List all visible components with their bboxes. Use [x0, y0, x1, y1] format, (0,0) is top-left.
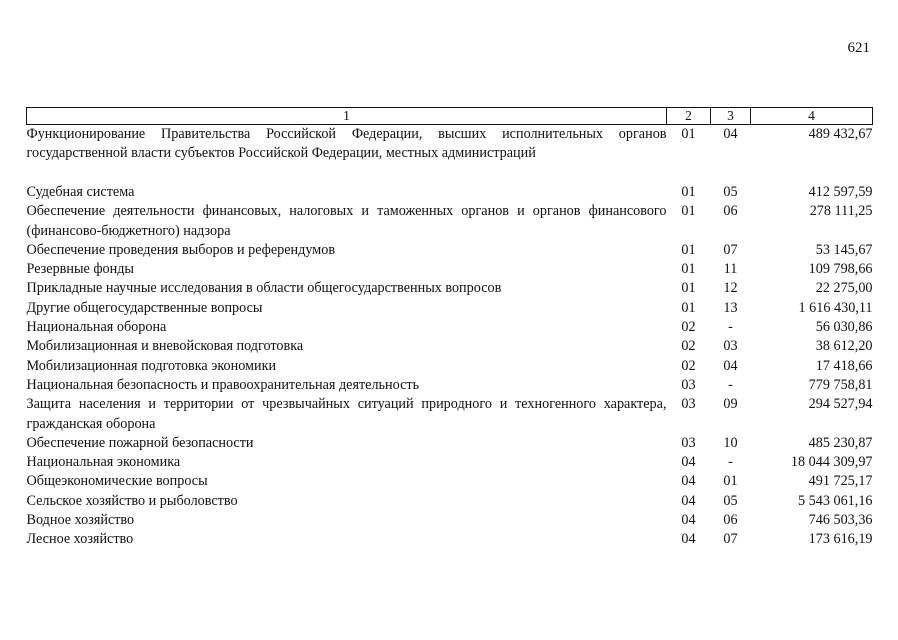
row-amount: 491 725,17	[808, 473, 873, 490]
row-name: Обеспечение деятельности финансовых, налоговых и таможенных органов и органов финансового (финансово-бюджетного) надзора	[26, 203, 667, 239]
row-section: 01	[681, 203, 696, 220]
row-amount: 17 418,66	[815, 357, 873, 374]
row-section: 04	[681, 454, 696, 471]
header-name: 1	[27, 108, 667, 125]
row-amount: 779 758,81	[808, 376, 873, 393]
row-amount: 485 230,87	[808, 434, 873, 451]
table-row	[27, 241, 873, 260]
table-row	[27, 202, 873, 241]
row-subsection: 05	[723, 184, 738, 200]
row-amount: 173 616,19	[808, 531, 873, 548]
row-name: Судебная система	[26, 184, 135, 200]
row-section: 01	[681, 241, 696, 258]
table-row	[27, 279, 873, 298]
table-row	[27, 395, 873, 434]
row-subsection: 04	[723, 357, 738, 374]
table-row	[27, 183, 873, 202]
row-name: Функционирование Правительства Российской Федерации, высших исполнительных органов государственной власти субъектов Российской Федерации, местных администраций	[26, 126, 667, 162]
row-section: 03	[681, 396, 696, 413]
row-subsection: 06	[723, 512, 738, 529]
row-amount: 489 432,67	[808, 126, 873, 142]
row-amount: 109 798,66	[808, 261, 873, 278]
table-row	[27, 434, 873, 453]
row-name: Обеспечение проведения выборов и референдумов	[26, 241, 336, 258]
budget-table	[26, 107, 873, 550]
table-row	[27, 530, 873, 549]
row-section: 04	[681, 531, 696, 548]
row-subsection: 07	[723, 531, 738, 548]
row-section: 01	[681, 126, 696, 142]
row-subsection: -	[728, 454, 733, 471]
row-amount: 294 527,94	[808, 396, 873, 413]
table-row	[27, 337, 873, 356]
header-subsection: 3	[711, 108, 751, 125]
row-subsection: 13	[723, 299, 738, 316]
row-name: Национальная экономика	[26, 454, 181, 471]
row-section: 04	[681, 492, 696, 509]
header-section: 2	[667, 108, 711, 125]
row-subsection: 09	[723, 396, 738, 413]
row-amount: 278 111,25	[809, 203, 873, 220]
table-row	[27, 453, 873, 472]
row-amount: 53 145,67	[815, 241, 873, 258]
row-section: 01	[681, 280, 696, 297]
row-amount: 18 044 309,97	[790, 454, 873, 471]
table-header-row	[27, 108, 873, 125]
row-section: 02	[681, 319, 696, 336]
row-section: 01	[681, 184, 696, 200]
row-name: Мобилизационная и вневойсковая подготовка	[26, 338, 304, 355]
row-section: 03	[681, 434, 696, 451]
table-row	[27, 472, 873, 491]
row-subsection: 01	[723, 473, 738, 490]
row-subsection: 12	[723, 280, 738, 297]
row-amount: 746 503,36	[808, 512, 873, 529]
row-section: 04	[681, 512, 696, 529]
row-name: Национальная безопасность и правоохранительная деятельность	[26, 376, 420, 393]
row-amount: 5 543 061,16	[798, 492, 873, 509]
table-row	[27, 492, 873, 511]
row-section: 03	[681, 376, 696, 393]
row-amount: 56 030,86	[815, 319, 873, 336]
row-subsection: 04	[723, 126, 738, 142]
row-name: Обеспечение пожарной безопасности	[26, 434, 254, 451]
row-name: Общеэкономические вопросы	[26, 473, 208, 490]
row-name: Другие общегосударственные вопросы	[26, 299, 263, 316]
row-name: Мобилизационная подготовка экономики	[26, 357, 277, 374]
row-subsection: 10	[723, 434, 738, 451]
row-subsection: -	[728, 376, 733, 393]
row-amount: 1 616 430,11	[798, 299, 873, 316]
table-row	[27, 318, 873, 337]
row-section: 01	[681, 261, 696, 278]
row-subsection: 07	[723, 241, 738, 258]
row-name: Национальная оборона	[26, 319, 167, 336]
table-row	[27, 125, 873, 184]
row-section: 04	[681, 473, 696, 490]
row-name: Прикладные научные исследования в области общегосударственных вопросов	[26, 280, 502, 297]
header-amount: 4	[751, 108, 873, 125]
table-row	[27, 357, 873, 376]
row-amount: 38 612,20	[815, 338, 873, 355]
table-row	[27, 511, 873, 530]
row-subsection: 06	[723, 203, 738, 220]
row-subsection: 03	[723, 338, 738, 355]
row-amount: 22 275,00	[815, 280, 873, 297]
table-row	[27, 376, 873, 395]
row-subsection: 11	[723, 261, 738, 278]
row-section: 02	[681, 338, 696, 355]
row-section: 02	[681, 357, 696, 374]
row-name: Водное хозяйство	[26, 512, 135, 529]
row-name: Защита населения и территории от чрезвычайных ситуаций природного и техногенного характера, гражданская оборона	[26, 396, 667, 432]
table-row	[27, 299, 873, 318]
row-name: Сельское хозяйство и рыболовство	[26, 492, 238, 509]
row-amount: 412 597,59	[808, 184, 873, 200]
row-name: Лесное хозяйство	[26, 531, 134, 548]
table-row	[27, 260, 873, 279]
page-number: 621	[847, 40, 870, 56]
row-section: 01	[681, 299, 696, 316]
row-subsection: -	[728, 319, 733, 336]
row-subsection: 05	[723, 492, 738, 509]
row-name: Резервные фонды	[26, 261, 134, 278]
